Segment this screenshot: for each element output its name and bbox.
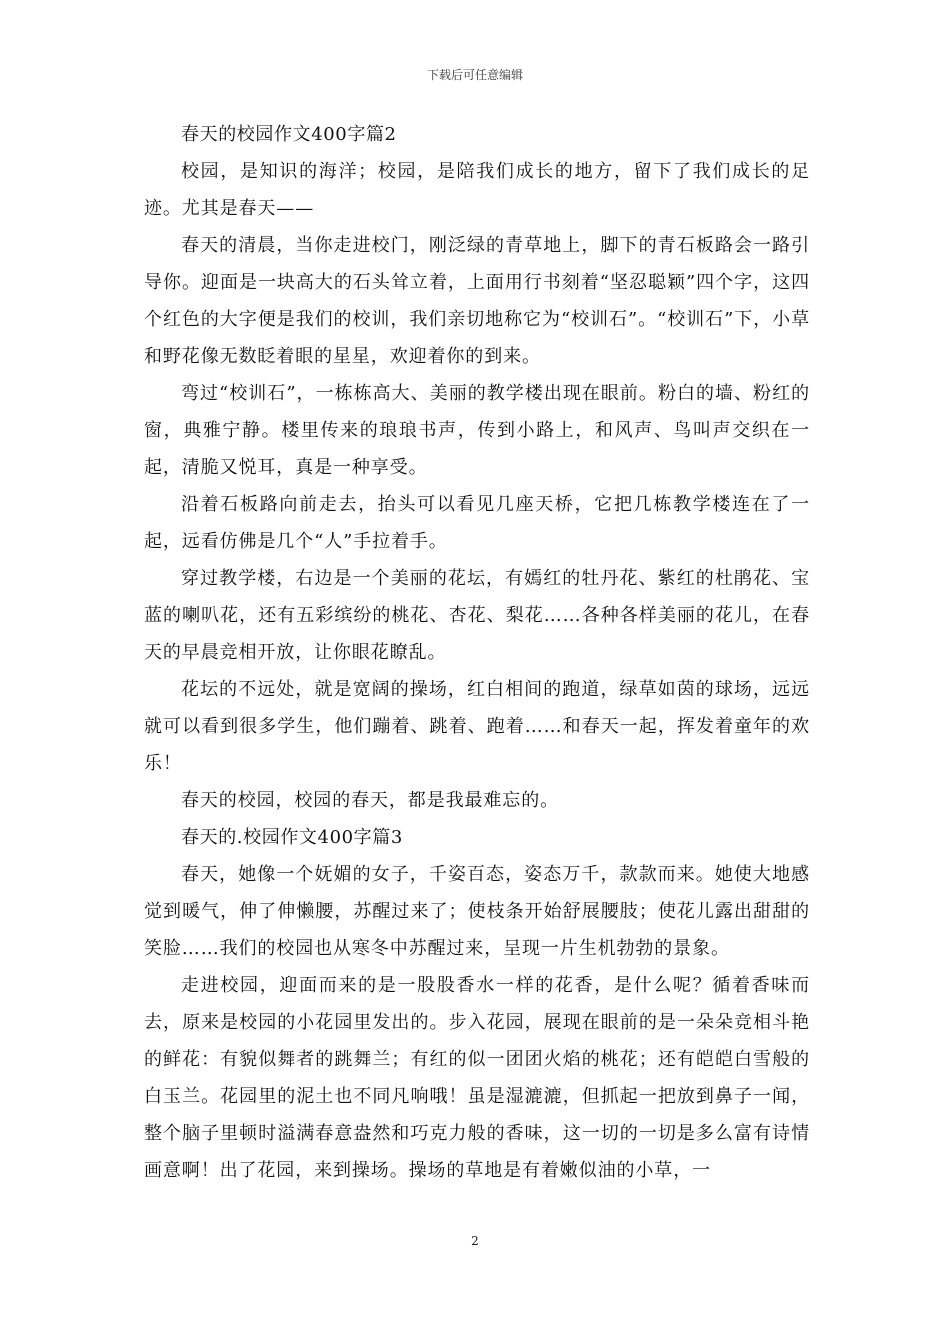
paragraph: 穿过教学楼，右边是一个美丽的花坛，有嫣红的牡丹花、紫红的杜鹃花、宝蓝的喇叭花，还有五彩缤纷的桃花、杏花、梨花……各种各样美丽的花儿，在春天的早晨竞相开放，让你眼花瞭乱。 xyxy=(144,568,810,663)
paragraph: 校园，是知识的海洋；校园，是陪我们成长的地方，留下了我们成长的足迹。尤其是春天—— xyxy=(144,161,810,219)
paragraph: 春天的校园，校园的春天，都是我最难忘的。 xyxy=(181,790,559,811)
paragraph: 花坛的不远处，就是宽阔的操场，红白相间的跑道，绿草如茵的球场，远远就可以看到很多学生，他们蹦着、跳着、跑着……和春天一起，挥发着童年的欢乐！ xyxy=(144,679,810,774)
document-body xyxy=(144,116,810,1189)
essay-title-3: 春天的.校园作文400字篇3 xyxy=(181,827,403,848)
essay-title-2: 春天的校园作文400字篇2 xyxy=(181,124,397,145)
page-header: 下载后可任意编辑 xyxy=(426,68,523,82)
paragraph: 弯过“校训石”，一栋栋高大、美丽的教学楼出现在眼前。粉白的墙、粉红的窗，典雅宁静。楼里传来的琅琅书声，传到小路上，和风声、鸟叫声交织在一起，清脆又悦耳，真是一种享受。 xyxy=(144,383,810,478)
page-number: 2 xyxy=(471,1234,479,1248)
paragraph: 沿着石板路向前走去，抬头可以看见几座天桥，它把几栋教学楼连在了一起，远看仿佛是几个“人”手拉着手。 xyxy=(144,494,810,552)
paragraph: 春天，她像一个妩媚的女子，千姿百态，姿态万千，款款而来。她使大地感觉到暖气，伸了伸懒腰，苏醒过来了；使枝条开始舒展腰肢；使花儿露出甜甜的笑脸……我们的校园也从寒冬中苏醒过来，呈现一片生机勃勃的景象。 xyxy=(144,864,810,959)
paragraph: 春天的清晨，当你走进校门，刚泛绿的青草地上，脚下的青石板路会一路引导你。迎面是一块高大的石头耸立着，上面用行书刻着“坚忍聪颖”四个字，这四个红色的大字便是我们的校训，我们亲切地称它为“校训石”。“校训石”下，小草和野花像无数眨着眼的星星，欢迎着你的到来。 xyxy=(144,235,810,367)
paragraph: 走进校园，迎面而来的是一股股香水一样的花香，是什么呢？循着香味而去，原来是校园的小花园里发出的。步入花园，展现在眼前的是一朵朵竞相斗艳的鲜花：有貌似舞者的跳舞兰；有红的似一团团火焰的桃花；还有皑皑白雪般的白玉兰。花园里的泥土也不同凡响哦！虽是湿漉漉，但抓起一把放到鼻子一闻，整个脑子里顿时溢满春意盎然和巧克力般的香味，这一切的一切是多么富有诗情画意啊！出了花园，来到操场。操场的草地是有着嫩似油的小草，一 xyxy=(144,975,810,1181)
